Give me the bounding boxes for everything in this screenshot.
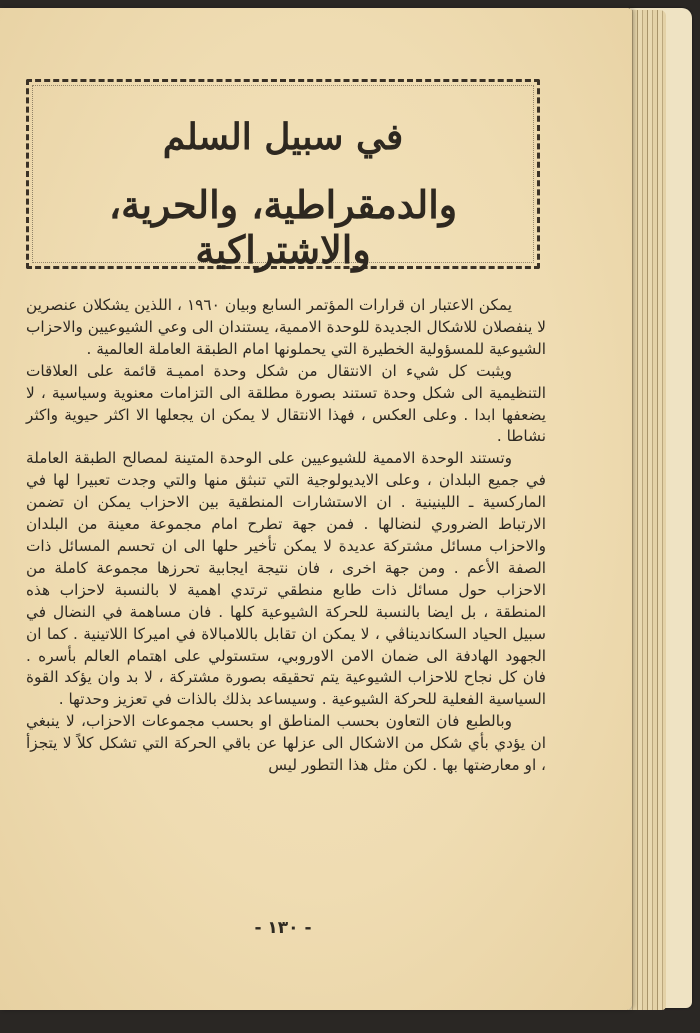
book-page <box>0 8 632 1010</box>
title-frame <box>26 79 540 272</box>
page-number: - ١٣٠ - <box>254 918 312 938</box>
paragraph: وتستند الوحدة الاممية للشيوعيين على الوحدة المتينة لمصالح الطبقة العاملة في جميع البلدان ، وعلى الايديولوجية التي تنبثق منها والتي وجدت تعبيرا لها في الماركسية ـ اللينينية . ان الاستشارات المنطقية بين الاحزاب يمكن ان تضمن الارتباط الضروري لنضالها . فمن جهة تطرح امام مجموعة معينة من البلدان والاحزاب مسائل مشتركة عديدة لا يمكن تأخير حلها الى ان تحسم المسائل ذات الصفة الأعم . ومن جهة اخرى ، فان نتيجة ايجابية تحرزها مجموعة كاملة من الاحزاب حول مسائل ذات طابع منطقي ترتدي اهمية لا بالنسبة لاحزاب هذه المنطقة ، بل ايضا بالنسبة للحركة الشيوعية كلها . فان مساهمة في النضال في سبيل الحياد السكانديناڤي ، لا يمكن ان تقابل باللامبالاة في اميركا اللاتينية . كما ان الجهود الهادفة الى ضمان الامن الاوروبي، ستستولي على اهتمام العالم بأسره . فان كل نجاح للاحزاب الشيوعية يتم تحقيقه بصورة مشتركة ، لا بد وان يؤكد القوة السياسية الفعلية للحركة الشيوعية . وسيساعد بذلك بالذات في تعزيز وحدتها . <box>26 449 546 709</box>
title-line-2: والدمقراطية، والحرية، والاشتراكية <box>108 182 458 272</box>
paragraph: وبالطبع فان التعاون بحسب المناطق او بحسب مجموعات الاحزاب، لا ينبغي ان يؤدي بأي شكل من الاشكال الى عزلها عن باقي الحركة التي تشكل كلاً لا يتجزأ ، او معارضتها بها . لكن مثل هذا التطور ليس <box>26 712 546 775</box>
body-text <box>26 295 546 777</box>
title-line-1: في سبيل السلم <box>162 116 404 158</box>
paragraph: ويثبت كل شيء ان الانتقال من شكل وحدة امميـة قائمة على العلاقات التنظيمية الى شكل وحدة تستند بصورة مطلقة الى التزامات معنوية وسياسية ، لا يضعفها ابدا . وعلى العكس ، فهذا الانتقال لا يمكن ان يجعلها الا اكثر حيوية واكثر نشاطا . <box>26 361 546 446</box>
paragraph: يمكن الاعتبار ان قرارات المؤتمر السابع وبيان ١٩٦٠ ، اللذين يشكلان عنصرين لا ينفصلان للاشكال الجديدة للوحدة الاممية، يستندان الى وعي الشيوعيين والاحزاب الشيوعية للمسؤولية الخطيرة التي يحملونها امام الطبقة العاملة العالمية . <box>26 296 546 358</box>
